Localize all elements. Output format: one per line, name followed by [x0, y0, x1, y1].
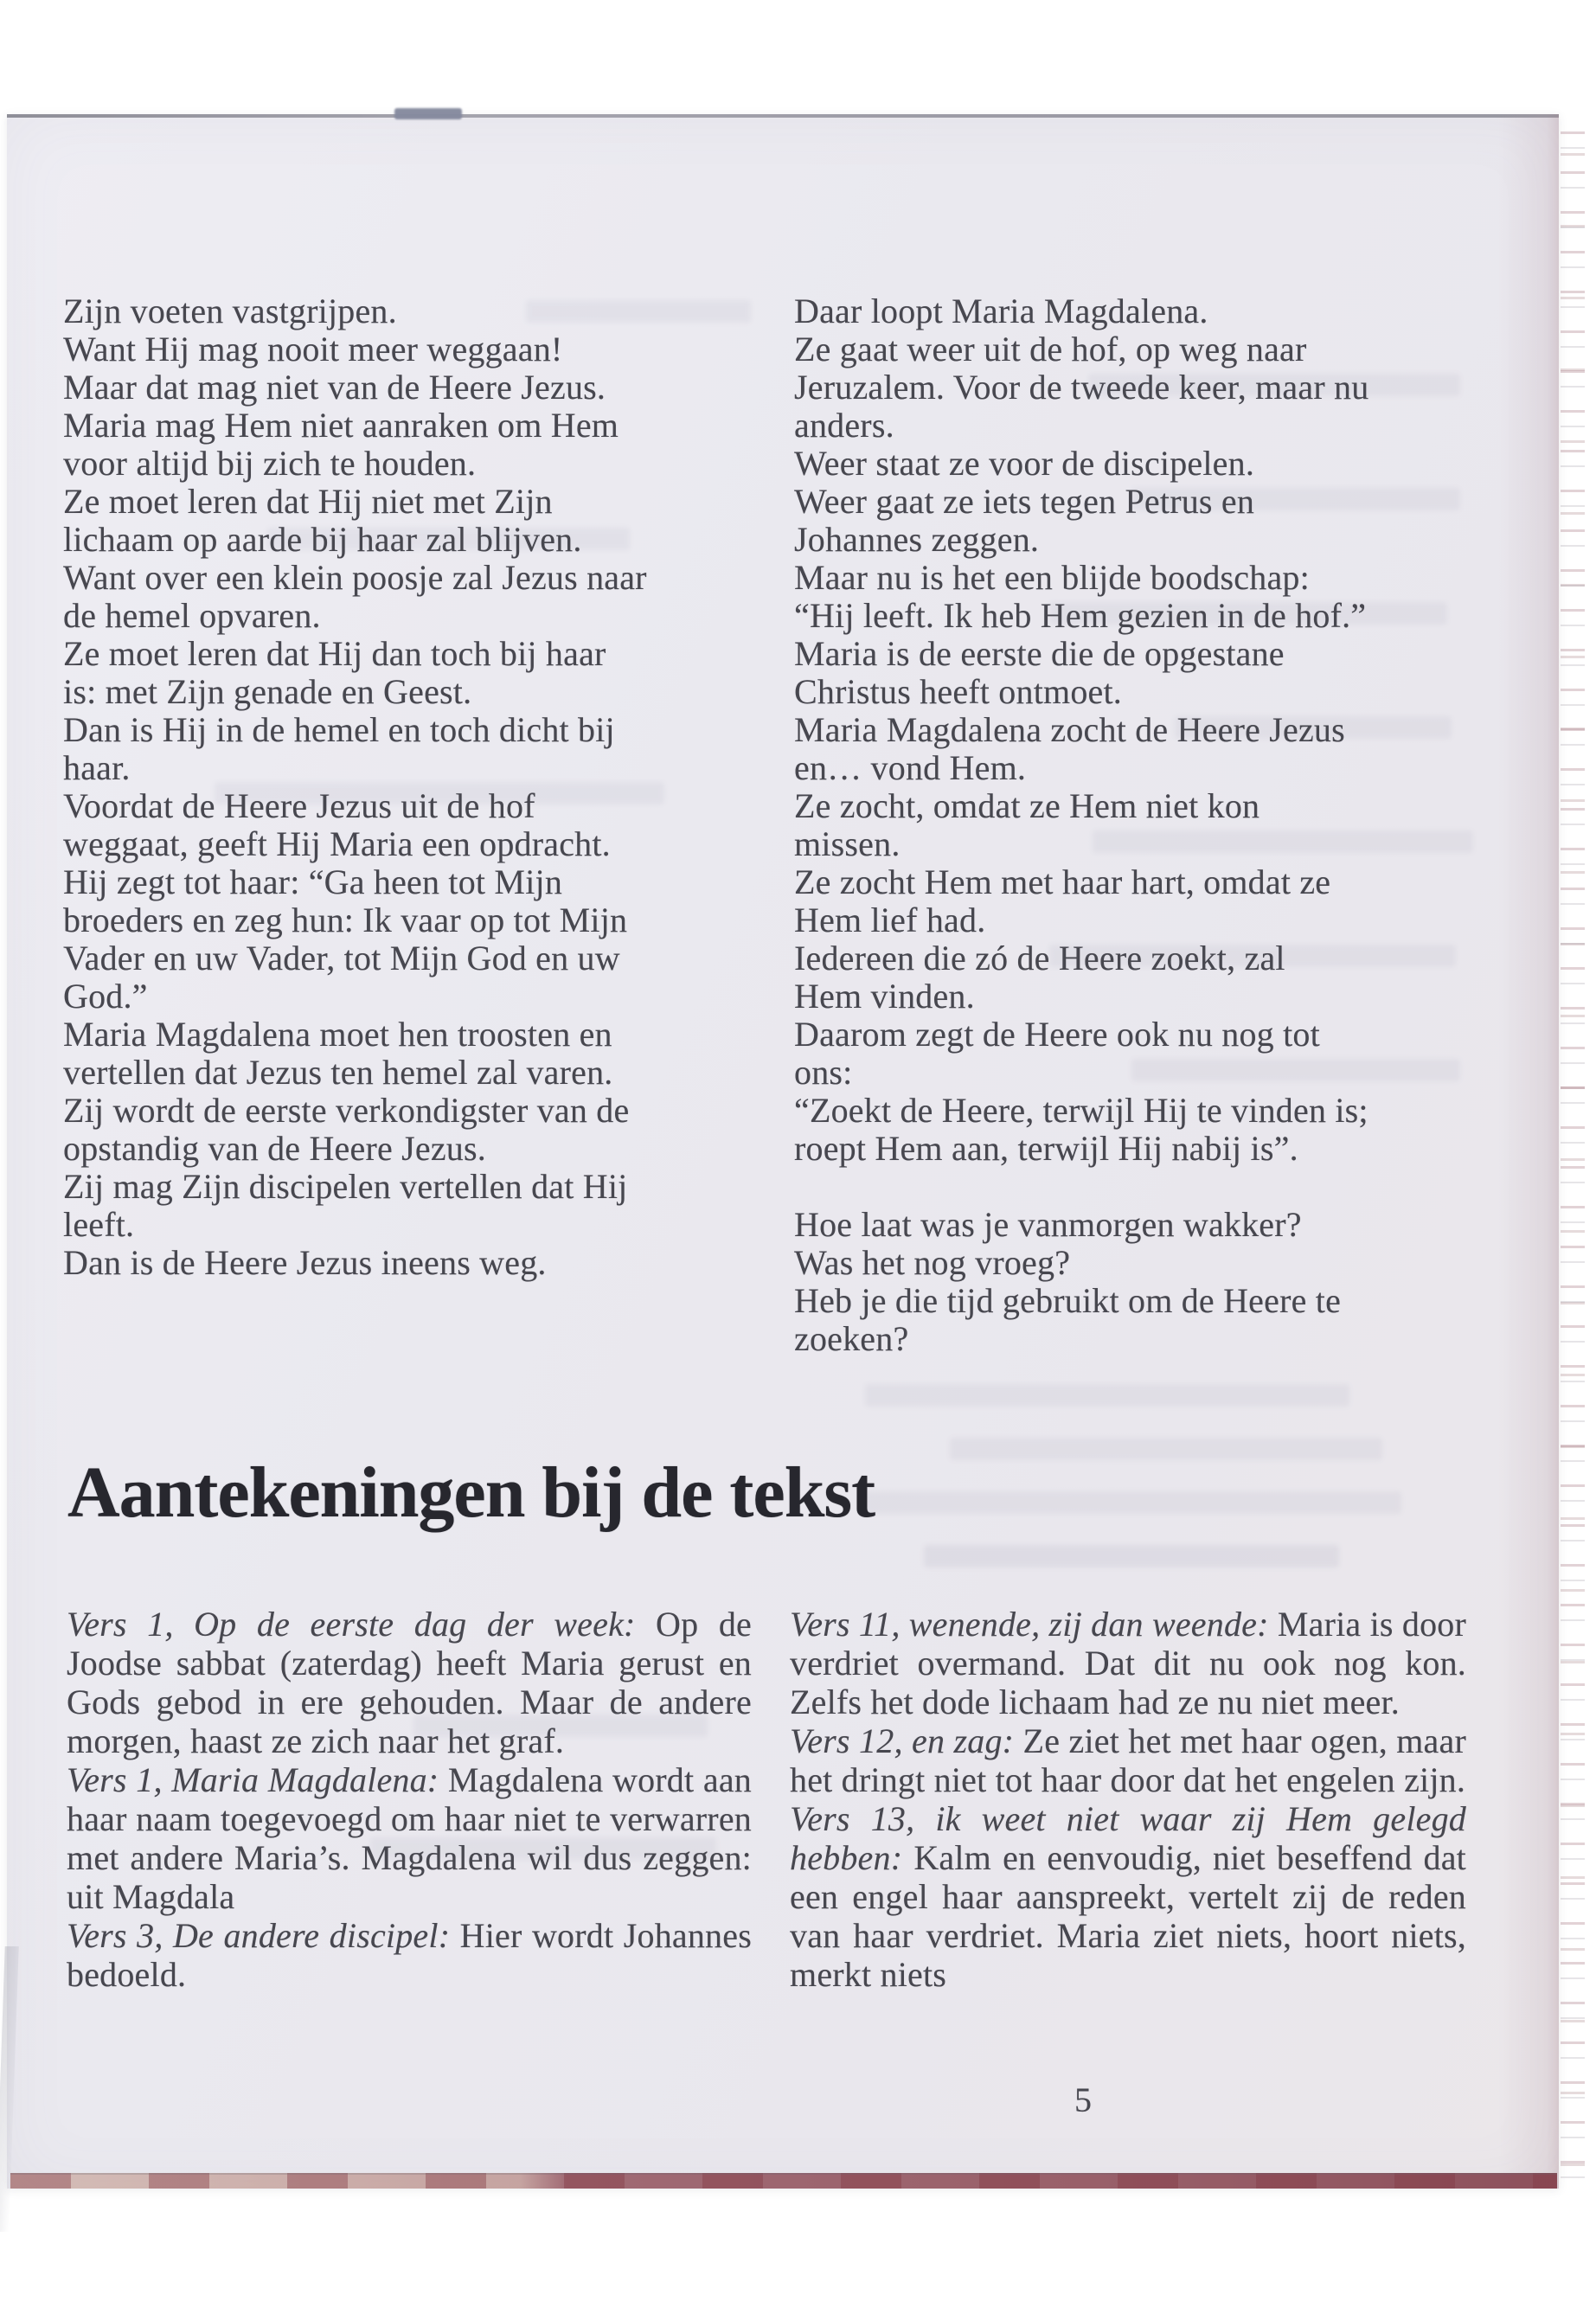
note-paragraph [790, 1799, 1466, 1994]
text-line: Maria Magdalena moet hen troosten en [63, 1015, 612, 1054]
text-line: Ze moet leren dat Hij dan toch bij haar [63, 634, 606, 673]
text-line: “Hij leeft. Ik heb Hem gezien in de hof.” [794, 596, 1367, 635]
note-paragraph [790, 1721, 1466, 1799]
text-line: Zijn voeten vastgrijpen. [63, 292, 397, 330]
bleed-through-artifact [865, 1491, 1401, 1514]
text-line: Ze zocht, omdat ze Hem niet kon [794, 786, 1260, 825]
text-line: Ze moet leren dat Hij niet met Zijn [63, 482, 553, 521]
text-line: Maria mag Hem niet aanraken om Hem [63, 406, 619, 445]
text-line: Christus heeft ontmoet. [794, 672, 1122, 711]
section-heading: Aantekeningen bij de tekst [67, 1452, 875, 1533]
text-line: broeders en zeg hun: Ik vaar op tot Mijn [63, 901, 628, 939]
text-line: de hemel opvaren. [63, 596, 321, 635]
text-line: lichaam op aarde bij haar zal blijven. [63, 520, 582, 559]
note-body: Kalm en eenvoudig, niet beseffend dat een engel haar aanspreekt, vertelt zij de reden van haar verdriet. Maria ziet niets, hoort niets, merkt niets [790, 1838, 1466, 1994]
text-line: haar. [63, 748, 131, 787]
text-line: ons: [794, 1053, 853, 1092]
note-lead: Vers 13, ik weet niet waar zij Hem gelegd hebben: [790, 1799, 1466, 1877]
book-page [7, 114, 1559, 2189]
note-body: Hier wordt Johannes bedoeld. [67, 1916, 752, 1994]
text-line: Was het nog vroeg? [794, 1243, 1071, 1282]
note-lead: Vers 12, en zag: [790, 1721, 1015, 1760]
text-line: Ze zocht Hem met haar hart, omdat ze [794, 862, 1331, 901]
text-line: missen. [794, 824, 901, 863]
text-line: vertellen dat Jezus ten hemel zal varen. [63, 1053, 613, 1092]
text-line: Weer gaat ze iets tegen Petrus en [794, 482, 1255, 521]
bleed-through-artifact [950, 1438, 1382, 1460]
page-bottom-edge [10, 2173, 1557, 2189]
text-line: Want Hij mag nooit meer weggaan! [63, 330, 563, 369]
note-paragraph [67, 1605, 752, 1760]
text-line: voor altijd bij zich te houden. [63, 444, 477, 483]
text-line: en… vond Hem. [794, 748, 1027, 787]
text-line: Daar loopt Maria Magdalena. [794, 292, 1208, 330]
text-line: weggaat, geeft Hij Maria een opdracht. [63, 824, 611, 863]
notes-right-column [790, 1605, 1466, 1994]
text-line: Dan is Hij in de hemel en toch dicht bij [63, 710, 615, 749]
text-line: Maria Magdalena zocht de Heere Jezus [794, 710, 1345, 749]
text-line: Maria is de eerste die de opgestane [794, 634, 1285, 673]
page-number: 5 [1074, 2080, 1092, 2119]
text-line: Johannes zeggen. [794, 520, 1040, 559]
note-body: Magdalena wordt aan haar naam toegevoegd om haar niet te verwarren met andere Maria’s. Magdalena wil dus zeggen: uit Magdala [67, 1760, 752, 1916]
story-left-column [63, 292, 764, 1282]
text-line: Zij mag Zijn discipelen vertellen dat Hij [63, 1167, 628, 1206]
text-line: Hem lief had. [794, 901, 986, 939]
text-line: Maar nu is het een blijde boodschap: [794, 558, 1310, 597]
note-lead: Vers 3, De andere discipel: [67, 1916, 451, 1955]
text-line: is: met Zijn genade en Geest. [63, 672, 472, 711]
text-line: Weer staat ze voor de discipelen. [794, 444, 1255, 483]
text-line: Zij wordt de eerste verkondigster van de [63, 1091, 630, 1130]
note-paragraph [67, 1916, 752, 1994]
text-line: Vader en uw Vader, tot Mijn God en uw [63, 939, 620, 977]
text-line [794, 1168, 1512, 1206]
text-line: Heb je die tijd gebruikt om de Heere te [794, 1281, 1342, 1320]
page-right-edge-speckles [1561, 121, 1585, 2189]
text-line: leeft. [63, 1205, 135, 1244]
text-line: Hem vinden. [794, 977, 975, 1016]
text-line: zoeken? [794, 1319, 909, 1358]
note-body: Ze ziet het met haar ogen, maar het dringt niet tot haar door dat het engelen zijn. [790, 1721, 1466, 1799]
text-line: Ze gaat weer uit de hof, op weg naar [794, 330, 1307, 369]
note-lead: Vers 1, Maria Magdalena: [67, 1760, 439, 1799]
text-line: Hij zegt tot haar: “Ga heen tot Mijn [63, 862, 563, 901]
note-body: Maria is door verdriet overmand. Dat dit nu ook nog kon. Zelfs het dode lichaam had ze nu niet meer. [790, 1605, 1466, 1721]
page-top-edge [7, 114, 1559, 118]
note-lead: Vers 1, Op de eerste dag der week: [67, 1605, 636, 1644]
text-line: Daarom zegt de Heere ook nu nog tot [794, 1015, 1320, 1054]
text-line: Jeruzalem. Voor de tweede keer, maar nu [794, 368, 1369, 407]
story-right-column [794, 292, 1512, 1358]
text-line: “Zoekt de Heere, terwijl Hij te vinden is; [794, 1091, 1368, 1130]
note-body: Op de Joodse sabbat (zaterdag) heeft Maria gerust en Gods gebod in ere gehouden. Maar de andere morgen, haast ze zich naar het graf. [67, 1605, 752, 1760]
text-line: Voordat de Heere Jezus uit de hof [63, 786, 535, 825]
text-line: anders. [794, 406, 894, 445]
text-line: opstandig van de Heere Jezus. [63, 1129, 486, 1168]
bleed-through-artifact [924, 1545, 1339, 1567]
text-line: Maar dat mag niet van de Heere Jezus. [63, 368, 606, 407]
text-line: Iedereen die zó de Heere zoekt, zal [794, 939, 1285, 977]
notes-left-column [67, 1605, 752, 1994]
note-lead: Vers 11, wenende, zij dan weende: [790, 1605, 1269, 1644]
text-line: God.” [63, 977, 148, 1016]
note-paragraph [790, 1605, 1466, 1721]
text-line: Dan is de Heere Jezus ineens weg. [63, 1243, 547, 1282]
bleed-through-artifact [865, 1384, 1349, 1407]
text-line: Want over een klein poosje zal Jezus naar [63, 558, 647, 597]
text-line: Hoe laat was je vanmorgen wakker? [794, 1205, 1302, 1244]
note-paragraph [67, 1760, 752, 1916]
text-line: roept Hem aan, terwijl Hij nabij is”. [794, 1129, 1298, 1168]
